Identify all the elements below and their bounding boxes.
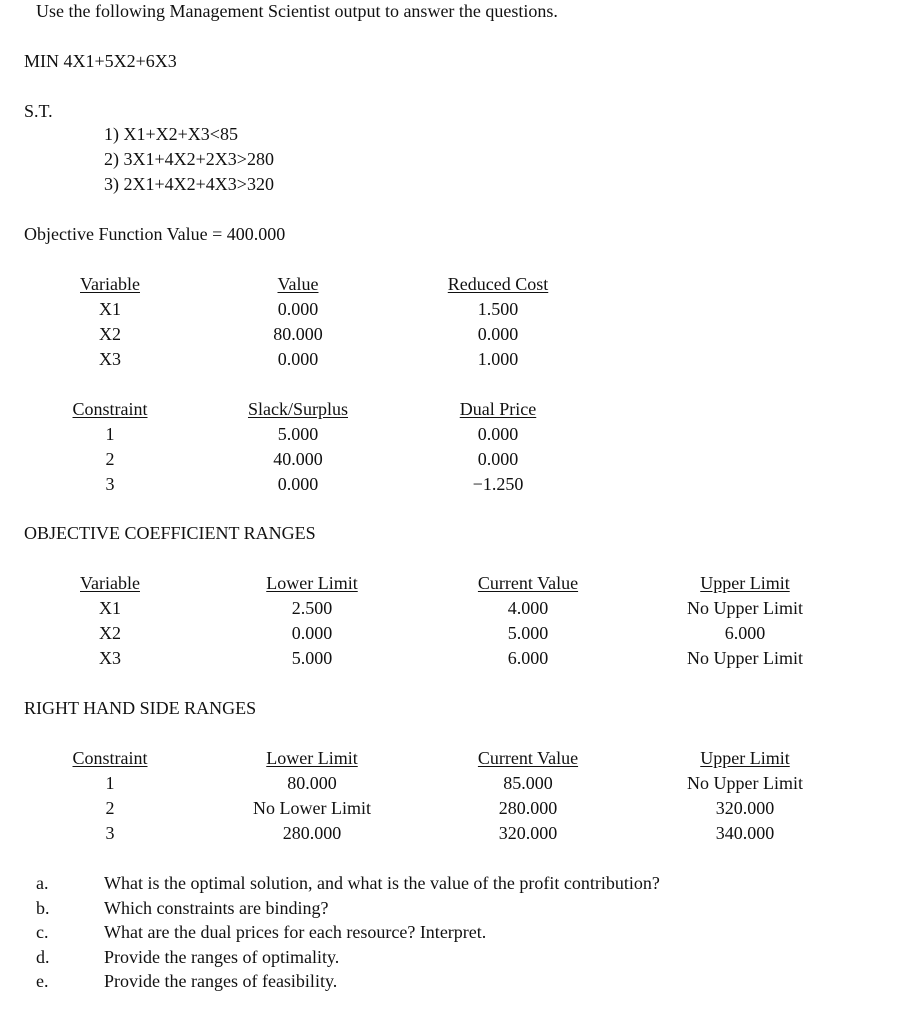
rhs-ranges-title: RIGHT HAND SIDE RANGES	[24, 698, 257, 718]
table-cell: 80.000	[287, 773, 337, 793]
table-cell: No Upper Limit	[687, 648, 803, 668]
rhs-ranges-col-lower	[232, 746, 392, 846]
table-cell: X1	[99, 299, 121, 319]
table-cell: X3	[99, 648, 121, 668]
objective-value: Objective Function Value = 400.000	[24, 224, 286, 244]
question-letter: d.	[36, 946, 50, 967]
table-cell: 1.500	[477, 299, 519, 319]
question-letter: a.	[36, 873, 49, 893]
table-cell: 0.000	[277, 349, 319, 369]
table-header: Value	[277, 274, 319, 294]
table-cell: 2.500	[291, 598, 333, 618]
table-header: Reduced Cost	[447, 274, 549, 294]
table-cell: 0.000	[477, 424, 519, 444]
obj-ranges-col-current	[448, 571, 608, 671]
table-cell: No Upper Limit	[687, 598, 803, 618]
rhs-ranges-col-current	[448, 746, 608, 846]
table-cell: 3	[105, 823, 115, 843]
objective-function: MIN 4X1+5X2+6X3	[24, 51, 177, 71]
table-cell: 280.000	[498, 798, 558, 818]
table-cell: 5.000	[507, 623, 549, 643]
table-cell: −1.250	[472, 474, 524, 494]
constraint-1: 1) X1+X2+X3<85	[104, 124, 238, 144]
table-header: Upper Limit	[700, 573, 790, 593]
table-header: Lower Limit	[266, 573, 358, 593]
table-header: Variable	[80, 274, 140, 294]
table-cell: 1	[105, 773, 115, 793]
question-text: What is the optimal solution, and what is the value of the profit contribution?	[104, 873, 660, 893]
variables-col-reduced-cost	[428, 272, 568, 372]
question-letter: b.	[36, 897, 50, 918]
table-cell: X3	[99, 349, 121, 369]
table-header: Current Value	[477, 748, 579, 768]
table-cell: X2	[99, 324, 121, 344]
table-cell: 6.000	[724, 623, 766, 643]
obj-ranges-title: OBJECTIVE COEFFICIENT RANGES	[24, 523, 316, 543]
table-cell: 0.000	[291, 623, 333, 643]
table-cell: 40.000	[273, 449, 323, 469]
table-cell: 85.000	[503, 773, 553, 793]
table-cell: 80.000	[273, 324, 323, 344]
table-cell: 6.000	[507, 648, 549, 668]
table-cell: 2	[105, 798, 115, 818]
table-cell: 320.000	[498, 823, 558, 843]
obj-ranges-col-variable	[62, 571, 158, 671]
question-letter: e.	[36, 971, 49, 991]
table-cell: No Upper Limit	[687, 773, 803, 793]
table-header: Lower Limit	[266, 748, 358, 768]
table-cell: No Lower Limit	[253, 798, 371, 818]
variables-col-variable	[62, 272, 158, 372]
table-cell: 1	[105, 424, 115, 444]
constraints-col-constraint	[52, 397, 168, 497]
obj-ranges-col-upper	[665, 571, 825, 671]
table-cell: 320.000	[715, 798, 775, 818]
table-cell: 1.000	[477, 349, 519, 369]
table-cell: 0.000	[277, 474, 319, 494]
table-header: Constraint	[72, 748, 148, 768]
constraint-3: 3) 2X1+4X2+4X3>320	[104, 174, 274, 194]
table-header: Dual Price	[459, 399, 537, 419]
constraints-col-dual-price	[438, 397, 558, 497]
question-letter: c.	[36, 922, 49, 942]
table-cell: 4.000	[507, 598, 549, 618]
intro-text: Use the following Management Scientist output to answer the questions.	[36, 1, 558, 21]
obj-ranges-col-lower	[242, 571, 382, 671]
table-cell: 280.000	[282, 823, 342, 843]
table-cell: 3	[105, 474, 115, 494]
table-cell: X2	[99, 623, 121, 643]
constraints-col-slack	[228, 397, 368, 497]
question-text: What are the dual prices for each resource? Interpret.	[104, 922, 487, 942]
table-cell: 340.000	[715, 823, 775, 843]
table-cell: 2	[105, 449, 115, 469]
subject-to-label: S.T.	[24, 101, 53, 121]
table-header: Constraint	[72, 399, 148, 419]
table-header: Upper Limit	[700, 748, 790, 768]
table-header: Slack/Surplus	[247, 399, 348, 419]
table-cell: 0.000	[277, 299, 319, 319]
question-text: Provide the ranges of optimality.	[104, 946, 340, 967]
constraint-2: 2) 3X1+4X2+2X3>280	[104, 149, 274, 169]
table-cell: 0.000	[477, 449, 519, 469]
rhs-ranges-col-constraint	[52, 746, 168, 846]
question-text: Which constraints are binding?	[104, 897, 329, 918]
variables-col-value	[238, 272, 358, 372]
table-header: Variable	[80, 573, 140, 593]
table-cell: 5.000	[277, 424, 319, 444]
table-cell: 5.000	[291, 648, 333, 668]
question-text: Provide the ranges of feasibility.	[104, 971, 338, 991]
rhs-ranges-col-upper	[665, 746, 825, 846]
table-header: Current Value	[477, 573, 579, 593]
table-cell: 0.000	[477, 324, 519, 344]
table-cell: X1	[99, 598, 121, 618]
